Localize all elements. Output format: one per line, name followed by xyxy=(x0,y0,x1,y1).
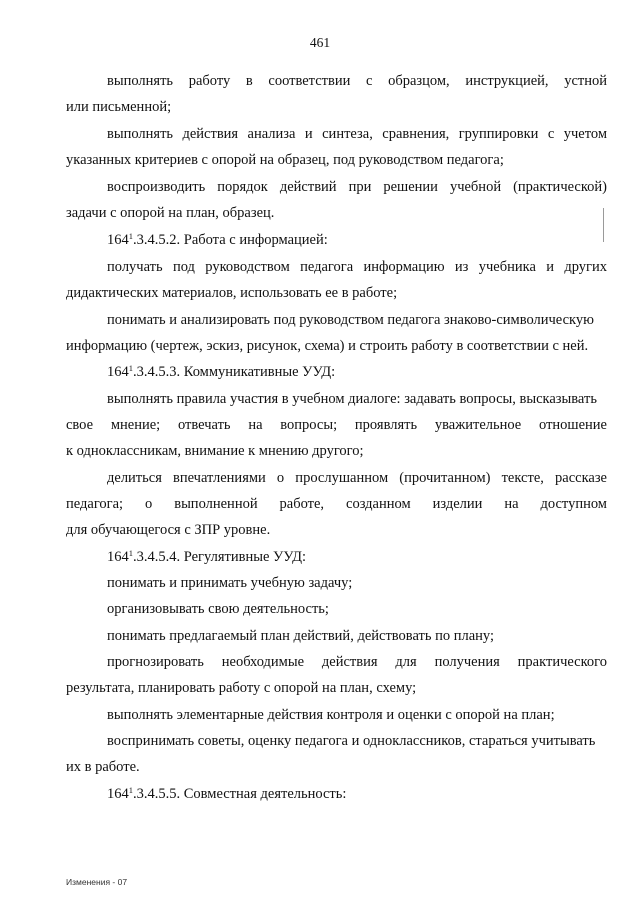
text-line: указанных критериев с опорой на образец, под руководством педагога; xyxy=(66,152,504,168)
text-line: воспроизводить порядок действий при решении учебной (практической) xyxy=(107,179,607,195)
text-line: выполнять работу в соответствии с образцом, инструкцией, устной xyxy=(107,73,607,89)
text-line: выполнять элементарные действия контроля и оценки с опорой на план; xyxy=(107,707,555,723)
footer-note: Изменения - 07 xyxy=(66,877,128,887)
heading-superscript: 1 xyxy=(128,231,133,241)
text-line: дидактических материалов, использовать ее в работе; xyxy=(66,285,398,301)
text-line: понимать и анализировать под руководством педагога знаково-символическую xyxy=(107,312,594,328)
text-line: делиться впечатлениями о прослушанном (прочитанном) тексте, рассказе xyxy=(107,470,607,486)
text-line: информацию (чертеж, эскиз, рисунок, схема) и строить работу в соответствии с ней. xyxy=(66,338,589,354)
heading-superscript: 1 xyxy=(128,363,133,373)
section-heading: $164^1.3.4.5.3$. Коммуникативные УУД: xyxy=(107,363,336,380)
page-number: 461 xyxy=(309,35,331,50)
text-line: выполнять действия анализа и синтеза, сравнения, группировки с учетом xyxy=(107,126,607,142)
text-line: понимать предлагаемый план действий, действовать по плану; xyxy=(107,628,494,644)
text-line: получать под руководством педагога информацию из учебника и других xyxy=(107,259,607,275)
text-line: воспринимать советы, оценку педагога и одноклассников, стараться учитывать xyxy=(107,733,596,749)
text-line: понимать и принимать учебную задачу; xyxy=(107,575,353,591)
text-line: результата, планировать работу с опорой на план, схему; xyxy=(66,680,417,696)
text-line: свое мнение; отвечать на вопросы; проявлять уважительное отношение xyxy=(66,417,607,433)
text-line: их в работе. xyxy=(66,759,140,775)
text-line: выполнять правила участия в учебном диалоге: задавать вопросы, высказывать xyxy=(107,391,597,407)
text-line: к одноклассникам, внимание к мнению другого; xyxy=(66,443,364,459)
heading-superscript: 1 xyxy=(128,548,133,558)
text-line: организовывать свою деятельность; xyxy=(107,601,329,617)
scan-artifact-line xyxy=(603,208,604,242)
text-line: прогнозировать необходимые действия для получения практического xyxy=(107,654,607,670)
section-heading: $164^1.3.4.5.4$. Регулятивные УУД: xyxy=(107,548,307,565)
heading-superscript: 1 xyxy=(128,785,133,795)
text-line: задачи с опорой на план, образец. xyxy=(66,205,275,221)
text-line: или письменной; xyxy=(66,99,172,115)
text-line: педагога; о выполненной работе, созданном изделии на доступном xyxy=(66,496,607,512)
text-line: для обучающегося с ЗПР уровне. xyxy=(66,522,271,538)
section-heading: $164^1.3.4.5.5$. Совместная деятельность: xyxy=(107,785,347,802)
section-heading: $164^1.3.4.5.2$. Работа с информацией: xyxy=(107,231,328,248)
